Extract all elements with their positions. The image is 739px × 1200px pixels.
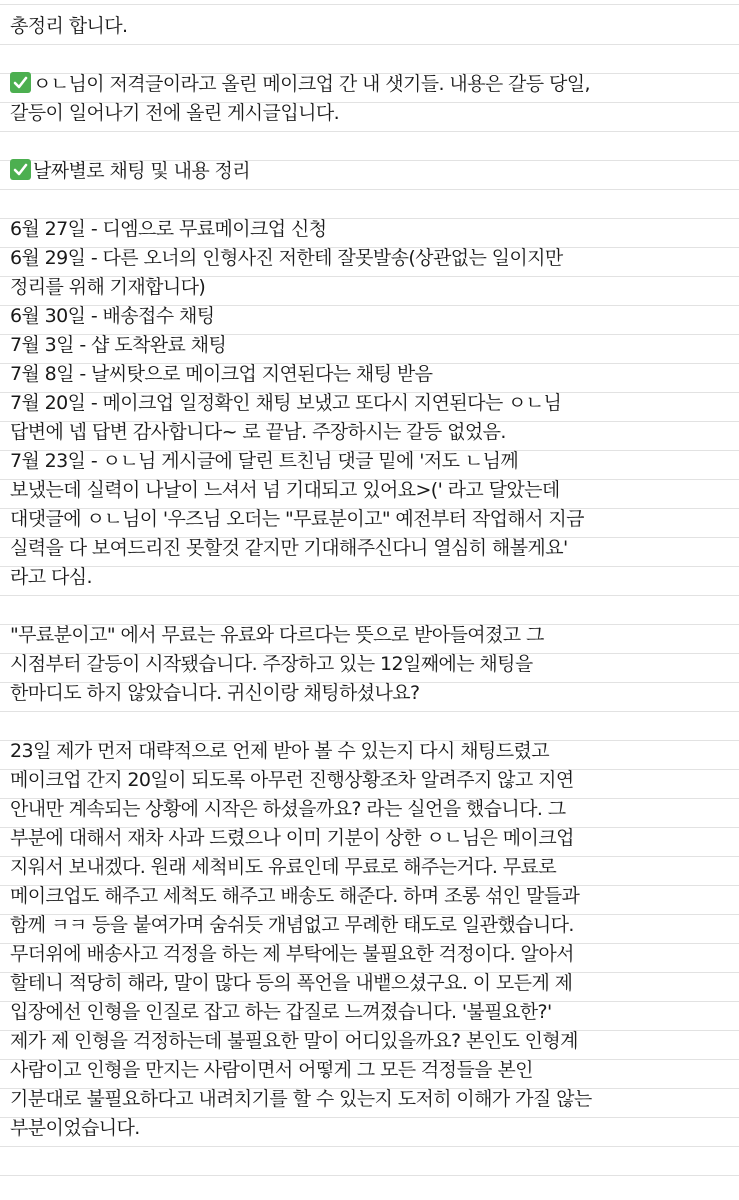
timeline-entry: 보냈는데 실력이 나날이 느셔서 넘 기대되고 있어요>(' 라고 달았는데 bbox=[10, 479, 560, 501]
paragraph-line: 안내만 계속되는 상황에 시작은 하셨을까요? 라는 실언을 했습니다. 그 bbox=[10, 798, 566, 820]
timeline-entry: 라고 다심. bbox=[10, 566, 92, 588]
timeline-entry: 7월 3일 - 샵 도착완료 채팅 bbox=[10, 334, 227, 356]
paragraph-line: 사람이고 인형을 만지는 사람이면서 어떻게 그 모든 걱정들을 본인 bbox=[10, 1059, 533, 1081]
paragraph-line: 제가 제 인형을 걱정하는데 불필요한 말이 어디있을까요? 본인도 인형계 bbox=[10, 1030, 578, 1052]
note-line: 갈등이 일어나기 전에 올린 게시글입니다. bbox=[10, 102, 340, 124]
paragraph-line: 함께 ㅋㅋ 등을 붙여가며 숨쉬듯 개념없고 무례한 태도로 일관했습니다. bbox=[10, 914, 574, 936]
timeline-entry: 6월 29일 - 다른 오너의 인형사진 저한테 잘못발송(상관없는 일이지만 bbox=[10, 247, 563, 269]
timeline-entry: 대댓글에 ㅇㄴ님이 '우즈님 오더는 "무료분이고" 예전부터 작업해서 지금 bbox=[10, 508, 584, 530]
paragraph-line: 시점부터 갈등이 시작됐습니다. 주장하고 있는 12일째에는 채팅을 bbox=[10, 653, 533, 675]
section-heading-text: 날짜별로 채팅 및 내용 정리 bbox=[33, 160, 251, 182]
blank-line bbox=[10, 592, 732, 621]
paragraph-line: 23일 제가 먼저 대략적으로 언제 받아 볼 수 있는지 다시 채팅드렸고 bbox=[10, 740, 549, 762]
paragraph-line: 지워서 보내겠다. 원래 세척비도 유료인데 무료로 해주는거다. 무료로 bbox=[10, 856, 557, 878]
blank-line bbox=[10, 41, 732, 70]
note-line-text: ㅇㄴ님이 저격글이라고 올린 메이크업 간 내 샛기들. 내용은 갈등 당일, bbox=[33, 73, 590, 95]
paragraph-line: 기분대로 불필요하다고 내려치기를 할 수 있는지 도저히 이해가 가질 않는 bbox=[10, 1088, 592, 1110]
paragraph-line: 무더위에 배송사고 걱정을 하는 제 부탁에는 불필요한 걱정이다. 알아서 bbox=[10, 943, 574, 965]
check-mark-icon bbox=[10, 159, 31, 180]
paragraph-line: 메이크업 간지 20일이 되도록 아무런 진행상황조차 알려주지 않고 지연 bbox=[10, 769, 574, 791]
timeline-entry: 6월 27일 - 디엠으로 무료메이크업 신청 bbox=[10, 218, 327, 240]
timeline-entry: 정리를 위해 기재합니다) bbox=[10, 276, 206, 298]
paragraph-line: 부분이었습니다. bbox=[10, 1117, 140, 1139]
timeline-entry: 7월 23일 - ㅇㄴ님 게시글에 달린 트친님 댓글 밑에 '저도 ㄴ님께 bbox=[10, 450, 519, 472]
blank-line bbox=[10, 186, 732, 215]
blank-line bbox=[10, 708, 732, 737]
paragraph-line: 메이크업도 해주고 세척도 해주고 배송도 해준다. 하며 조롱 섞인 말들과 bbox=[10, 885, 580, 907]
note-line bbox=[10, 70, 732, 99]
timeline-entry: 답변에 넵 답변 감사합니다~ 로 끝남. 주장하시는 갈등 없었음. bbox=[10, 421, 506, 443]
paragraph-line: 할테니 적당히 해라, 말이 많다 등의 폭언을 내뱉으셨구요. 이 모든게 제 bbox=[10, 972, 573, 994]
timeline-entry: 6월 30일 - 배송접수 채팅 bbox=[10, 305, 215, 327]
section-heading bbox=[10, 157, 732, 186]
paragraph-line: 부분에 대해서 재차 사과 드렸으나 이미 기분이 상한 ㅇㄴ님은 메이크업 bbox=[10, 827, 574, 849]
timeline-entry: 실력을 다 보여드리진 못할것 같지만 기대해주신다니 열심히 해볼게요' bbox=[10, 537, 568, 559]
paragraph-line: 한마디도 하지 않았습니다. 귀신이랑 채팅하셨나요? bbox=[10, 682, 420, 704]
timeline-entry: 7월 20일 - 메이크업 일정확인 채팅 보냈고 또다시 지연된다는 ㅇㄴ님 bbox=[10, 392, 562, 414]
check-mark-icon bbox=[10, 72, 31, 93]
note-text bbox=[10, 12, 732, 1143]
paragraph-line: "무료분이고" 에서 무료는 유료와 다르다는 뜻으로 받아들여졌고 그 bbox=[10, 624, 544, 646]
timeline-entry: 7월 8일 - 날씨탓으로 메이크업 지연된다는 채팅 받음 bbox=[10, 363, 433, 385]
paragraph-line: 입장에선 인형을 인질로 잡고 하는 갑질로 느껴졌습니다. '불필요한?' bbox=[10, 1001, 552, 1023]
blank-line bbox=[10, 128, 732, 157]
note-title: 총정리 합니다. bbox=[10, 15, 128, 37]
